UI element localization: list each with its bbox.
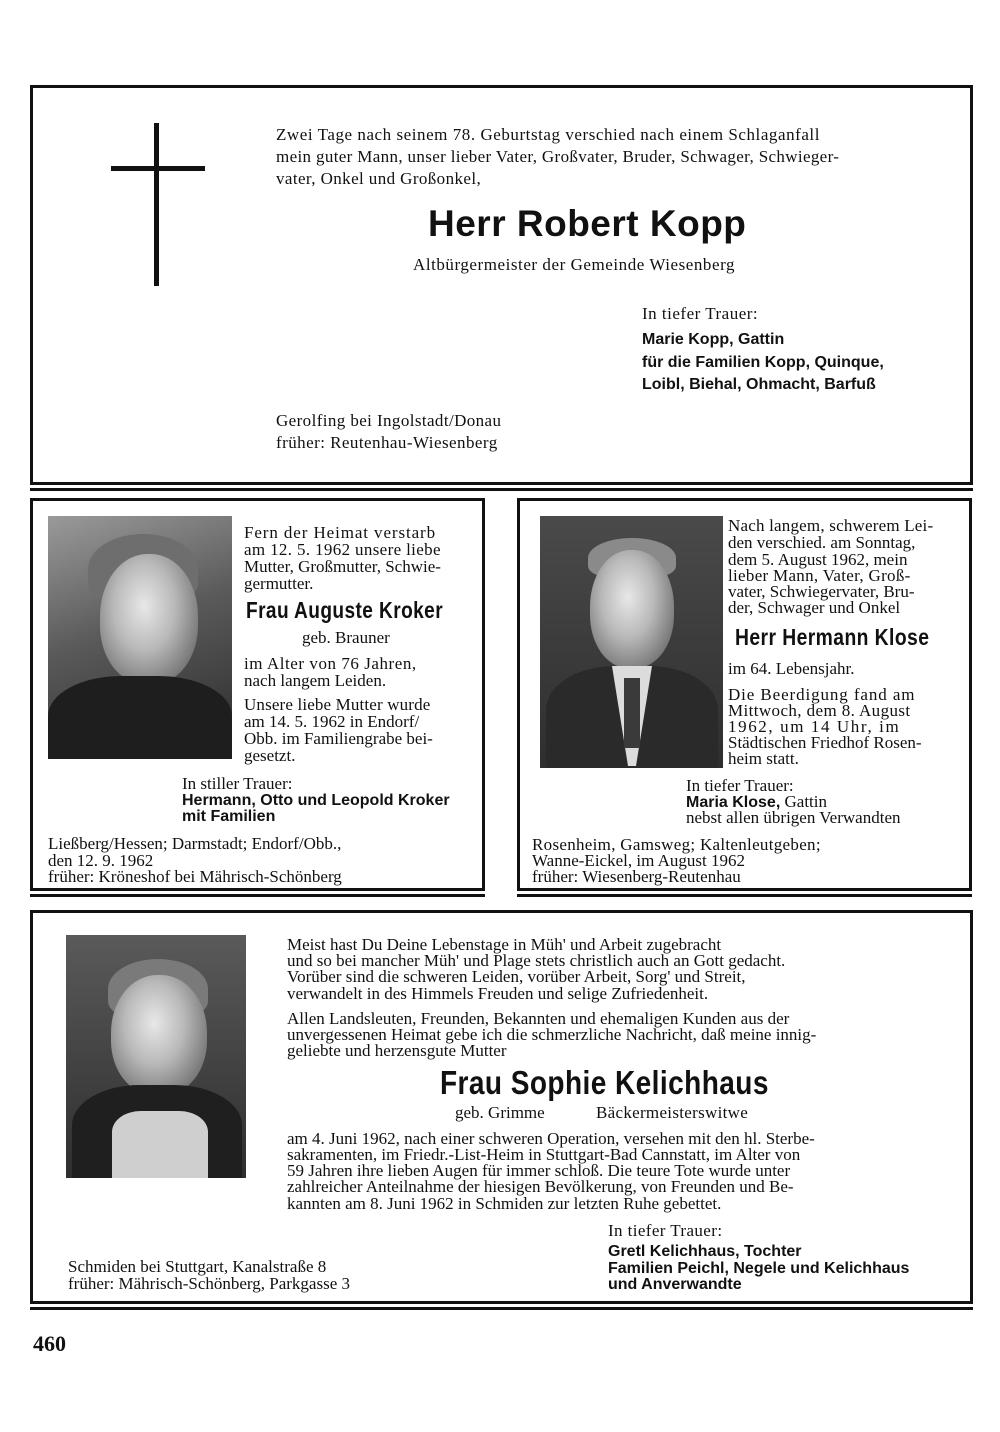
notice4-death-line-5: kannten am 8. Juni 1962 in Schmiden zur letzten Ruhe gebettet.: [287, 1194, 722, 1213]
notice2-age-line-2: nach langem Leiden.: [244, 671, 387, 690]
notice2-place-line-3: früher: Kröneshof bei Mährisch-Schönberg: [48, 867, 342, 886]
notice3-burial-line-4: Städtischen Friedhof Rosen-: [728, 733, 922, 752]
notice3-intro-line-3: dem 5. August 1962, mein: [728, 550, 908, 569]
portrait-photo-hermann-klose: [540, 516, 723, 768]
notice3-intro-line-1: Nach langem, schwerem Lei-: [728, 516, 934, 535]
portrait-photo-auguste-kroker: [48, 516, 232, 759]
notice2-deceased-name: Frau Auguste Kroker: [246, 597, 444, 623]
notice2-place-line-2: den 12. 9. 1962: [48, 851, 154, 870]
notice4-intro-line-3: geliebte und herzensgute Mutter: [287, 1041, 507, 1060]
notice3-intro-line-4: lieber Mann, Vater, Groß-: [728, 566, 911, 585]
notice4-death-line-2: sakramenten, im Friedr.-List-Heim in Stuttgart-Bad Cannstatt, im Alter von: [287, 1145, 801, 1164]
notice3-place-line-1: Rosenheim, Gamsweg; Kaltenleutgeben;: [532, 835, 821, 854]
notice2-intro-line-1: Fern der Heimat verstarb: [244, 523, 437, 542]
notice4-poem-line-2: und so bei mancher Müh' und Plage stets christlich auch an Gott gedacht.: [287, 951, 786, 970]
notice3-place-line-2: Wanne-Eickel, im August 1962: [532, 851, 745, 870]
notice2-age-line-1: im Alter von 76 Jahren,: [244, 654, 417, 673]
notice4-intro-line-2: unvergessenen Heimat gebe ich die schmerzliche Nachricht, daß meine innig-: [287, 1025, 817, 1044]
notice4-profession: Bäckermeisterswitwe: [596, 1103, 749, 1122]
notice1-intro-line-2: mein guter Mann, unser lieber Vater, Großvater, Bruder, Schwager, Schwieger-: [276, 147, 840, 166]
notice3-mourning-label: In tiefer Trauer:: [686, 776, 794, 795]
notice4-poem-line-4: verwandelt in des Himmels Freuden und selige Zufriedenheit.: [287, 984, 709, 1003]
notice2-mourner-line-1: Hermann, Otto und Leopold Kroker: [182, 792, 450, 809]
notice2-mourner-line-2: mit Familien: [182, 808, 276, 825]
notice1-intro-line-3: vater, Onkel und Großonkel,: [276, 169, 482, 188]
notice1-place-line-2: früher: Reutenhau-Wiesenberg: [276, 433, 498, 452]
notice4-born-name: geb. Grimme: [455, 1103, 545, 1122]
notice4-mourner-line-3: und Anverwandte: [608, 1276, 742, 1293]
page-number: 460: [33, 1331, 66, 1356]
notice3-mourner-name: Maria Klose,: [686, 794, 781, 811]
notice3-mourner-relation: Gattin: [780, 792, 828, 811]
notice4-mourner-line-1: Gretl Kelichhaus, Tochter: [608, 1243, 802, 1260]
notice2-intro-line-4: germutter.: [244, 574, 314, 593]
notice3-age: im 64. Lebensjahr.: [728, 659, 855, 678]
notice2-intro-line-3: Mutter, Großmutter, Schwie-: [244, 557, 441, 576]
notice1-deceased-title: Altbürgermeister der Gemeinde Wiesenberg: [413, 255, 736, 274]
notice2-born-name: geb. Brauner: [302, 628, 390, 647]
notice3-burial-line-1: Die Beerdigung fand am: [728, 685, 916, 704]
notice4-death-line-3: 59 Jahren ihre lieben Augen für immer schloß. Die teure Tote wurde unter: [287, 1161, 791, 1180]
notice1-mourning-label: In tiefer Trauer:: [642, 304, 759, 323]
notice4-place-line-1: Schmiden bei Stuttgart, Kanalstraße 8: [68, 1257, 327, 1276]
notice-robert-kopp: [30, 85, 973, 485]
notice2-burial-line-2: am 14. 5. 1962 in Endorf/: [244, 712, 420, 731]
notice4-intro-line-1: Allen Landsleuten, Freunden, Bekannten und ehemaligen Kunden aus der: [287, 1009, 790, 1028]
notice4-poem-line-3: Vorüber sind die schweren Leiden, vorüber Arbeit, Sorg' und Streit,: [287, 967, 746, 986]
notice1-mourner-line-3: Loibl, Biehal, Ohmacht, Barfuß: [642, 376, 876, 393]
notice3-burial-line-3: 1962, um 14 Uhr, im: [728, 717, 901, 736]
notice1-mourner-line-2: für die Familien Kopp, Quinque,: [642, 354, 884, 371]
notice2-burial-line-4: gesetzt.: [244, 746, 296, 765]
notice4-death-line-1: am 4. Juni 1962, nach einer schweren Operation, versehen mit den hl. Sterbe-: [287, 1129, 815, 1148]
notice3-intro-line-2: den verschied. am Sonntag,: [728, 533, 916, 552]
notice3-deceased-name: Herr Hermann Klose: [735, 624, 930, 650]
notice4-mourning-label: In tiefer Trauer:: [608, 1221, 723, 1240]
notice2-burial-line-3: Obb. im Familiengrabe bei-: [244, 729, 433, 748]
notice4-death-line-4: zahlreicher Anteilnahme der hiesigen Bevölkerung, von Freunden und Be-: [287, 1177, 794, 1196]
notice1-intro-line-1: Zwei Tage nach seinem 78. Geburtstag verschied nach einem Schlaganfall: [276, 125, 820, 144]
notice3-mourner-line-2: nebst allen übrigen Verwandten: [686, 808, 901, 827]
notice3-intro-line-5: vater, Schwiegervater, Bru-: [728, 582, 915, 601]
notice1-deceased-name: Herr Robert Kopp: [428, 203, 747, 244]
notice2-intro-line-2: am 12. 5. 1962 unsere liebe: [244, 540, 441, 559]
notice3-burial-line-2: Mittwoch, dem 8. August: [728, 701, 911, 720]
notice3-place-line-3: früher: Wiesenberg-Reutenhau: [532, 867, 741, 886]
notice1-place-line-1: Gerolfing bei Ingolstadt/Donau: [276, 411, 502, 430]
notice4-deceased-name: Frau Sophie Kelichhaus: [440, 1064, 769, 1101]
notice4-place-line-2: früher: Mährisch-Schönberg, Parkgasse 3: [68, 1274, 351, 1293]
notice2-burial-line-1: Unsere liebe Mutter wurde: [244, 695, 431, 714]
notice3-burial-line-5: heim statt.: [728, 749, 799, 768]
notice4-mourner-line-2: Familien Peichl, Negele und Kelichhaus: [608, 1260, 910, 1277]
notice2-mourning-label: In stiller Trauer:: [182, 774, 293, 793]
notice3-intro-line-6: der, Schwager und Onkel: [728, 598, 901, 617]
notice2-place-line-1: Ließberg/Hessen; Darmstadt; Endorf/Obb.,: [48, 834, 342, 853]
cross-icon-stem: [154, 123, 159, 286]
portrait-photo-sophie-kelichhaus: [66, 935, 246, 1178]
notice1-mourner-line-1: Marie Kopp, Gattin: [642, 331, 785, 348]
notice4-poem-line-1: Meist hast Du Deine Lebenstage in Müh' und Arbeit zugebracht: [287, 935, 722, 954]
